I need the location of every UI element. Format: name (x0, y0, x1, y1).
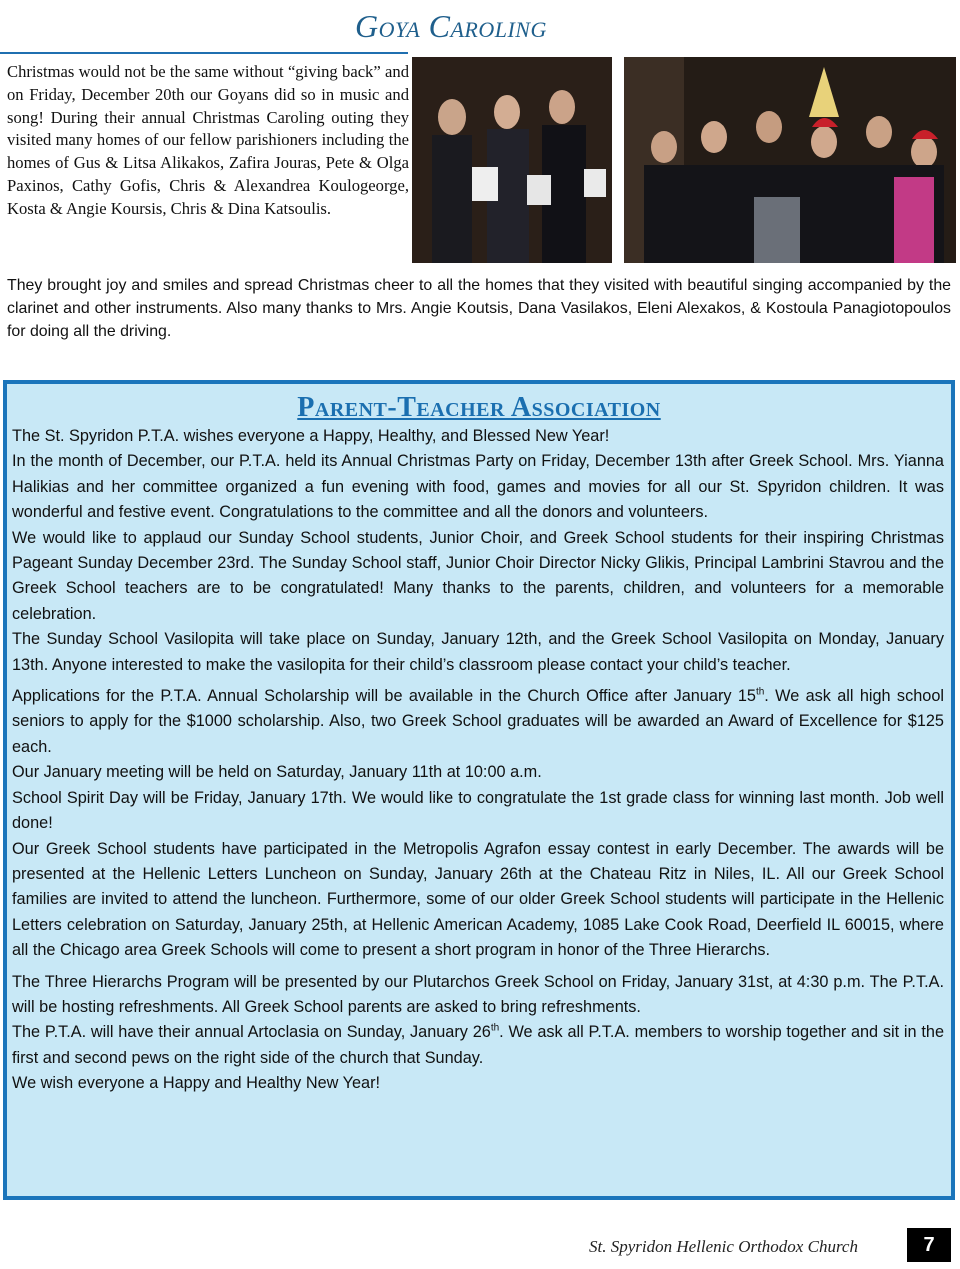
page-number: 7 (907, 1228, 951, 1262)
pta-greeting: The St. Spyridon P.T.A. wishes everyone a Happy, Healthy, and Blessed New Year! (12, 427, 610, 445)
footer-church-name: St. Spyridon Hellenic Orthodox Church (589, 1237, 858, 1256)
pta-body (12, 424, 944, 1097)
caroling-photo-right (624, 57, 956, 263)
pta-three-hierarchs: The Three Hierarchs Program will be presented by our Plutarchos Greek School on Friday, January 31st, at 4:30 p.m. The P.T.A. will be hosting refreshments. All Greek School parents are asked to bring refreshments. (12, 972, 944, 1016)
pta-meeting: Our January meeting will be held on Saturday, January 11th at 10:00 a.m. (12, 763, 542, 782)
pta-spirit-day: School Spirit Day will be Friday, January 17th. We would like to congratulate the 1st grade class for winning last month. Job well done! (12, 788, 944, 833)
goya-section-title: Goya Caroling (355, 8, 547, 44)
caroling-photo-left (412, 57, 612, 263)
pta-christmas-party: In the month of December, our P.T.A. held its Annual Christmas Party on Friday, December 13th after Greek School. Mrs. Yianna Halikias and her committee organized a fun evening with food, games and movies for all our St. Spyridon children. It was wonderful and festive event. Congratulations to the committee and all the donors and volunteers. (12, 452, 944, 522)
pta-new-year-wish: We wish everyone a Happy and Healthy New Year! (12, 1074, 381, 1093)
pta-pageant: We would like to applaud our Sunday School students, Junior Choir, and Greek School students for their inspiring Christmas Pageant Sunday December 23rd. The Sunday School staff, Junior Choir Director Nicky Glikis, Principal Lambrini Stavrou and the Greek School teachers are to be congratulated! Many thanks to the parents, children, and volunteers for a memorable celebration. (12, 528, 944, 623)
pta-essay-contest: Our Greek School students have participated in the Metropolis Agrafon essay contest in early December. The awards will be presented at the Hellenic Letters Luncheon on Sunday, January 26th at the Chateau Ritz in Niles, IL. All our Greek School families are invited to attend the luncheon. Furthermore, some of our older Greek School students will participate in the Hellenic Letters celebration on Saturday, January 25th, at Hellenic American Academy, 1085 Lake Cook Road, Deerfield IL 60015, where all the Chicago area Greek Schools will come to present a short program in honor of the Three Hierarchs. (12, 839, 944, 960)
pta-vasilopita: The Sunday School Vasilopita will take place on Sunday, January 12th, and the Greek School Vasilopita on Monday, January 13th. Anyone interested to make the vasilopita for their child’s classroom please contact your child’s teacher. (12, 630, 944, 674)
pta-section-title: Parent-Teacher Association (297, 392, 661, 423)
goya-thanks-paragraph: They brought joy and smiles and spread Christmas cheer to all the homes that they visited with beautiful singing accompanied by the clarinet and other instruments. Also many thanks to Mrs. Angie Koutsis, Dana Vasilakos, Eleni Alexakos, & Kostoula Panagiotopoulos for doing all the driving. (7, 277, 951, 341)
pta-artoclasia: The P.T.A. will have their annual Artoclasia on Sunday, January 26th. We ask all P.T.A. members to worship together and sit in the first and second pews on the right side of the church that Sunday. (12, 1022, 945, 1067)
pta-scholarship: Applications for the P.T.A. Annual Scholarship will be available in the Church Office after January 15th. We ask all high school seniors to apply for the $1000 scholarship. Also, two Greek School graduates will be awarded an Award of Excellence for $125 each. (12, 686, 944, 756)
goya-intro-text: Christmas would not be the same without “giving back” and on Friday, December 20th our Goyans did so in music and song! During their annual Christmas Caroling outing they visited many homes of our fellow parishioners including the homes of Gus & Litsa Alikakos, Zafira Jouras, Pete & Olga Paxinos, Cathy Gofis, Chris & Alexandrea Koulogeorge, Kosta & Angie Koursis, Chris & Dina Katsoulis. (7, 62, 409, 218)
